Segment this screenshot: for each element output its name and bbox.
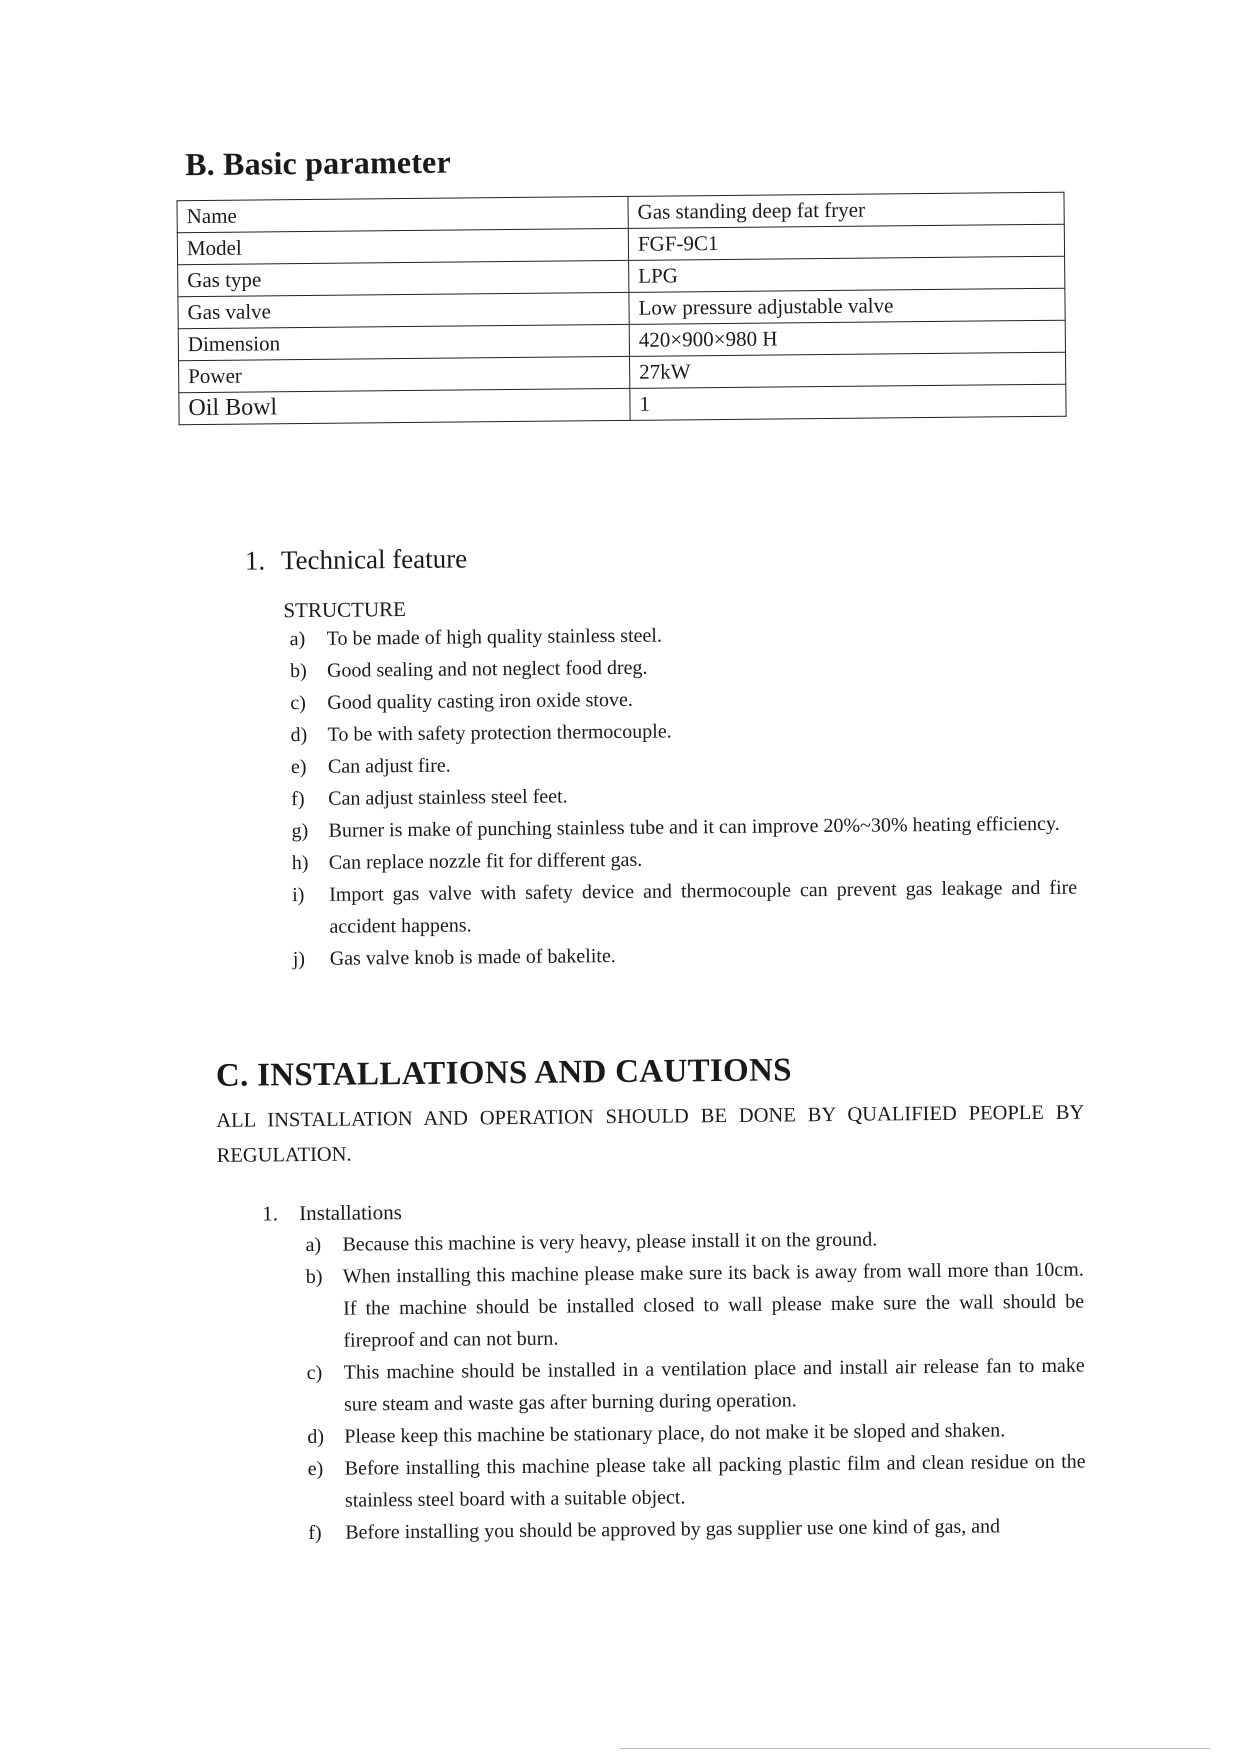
list-marker: b) [305,1265,323,1289]
list-marker: f) [291,788,305,811]
list-item [307,1350,1086,1421]
list-item [308,1510,1086,1549]
section-c-title: C. INSTALLATIONS AND CAUTIONS [215,1052,792,1094]
list-marker: g) [291,819,309,843]
param-label: Power [179,356,630,392]
section-c-intro: ALL INSTALLATION AND OPERATION SHOULD BE DONE BY QUALIFIED PEOPLE BY REGULATION. [216,1101,1085,1167]
list-item-text: Can adjust stainless steel feet. [328,785,568,810]
param-value: FGF-9C1 [628,224,1064,260]
basic-parameter-table [176,192,1066,426]
param-label: Dimension [178,324,629,360]
list-item-text: Before installing you should be approved by gas supplier use one kind of gas, and [345,1515,1001,1544]
list-marker: j) [292,948,306,971]
list-marker: e) [307,1457,324,1481]
param-label: Gas type [178,260,629,296]
param-value: Low pressure adjustable valve [629,288,1065,324]
installation-list [305,1222,1086,1549]
list-item-text: Before installing this machine please take all packing plastic film and clean residue on the stainless steel board with a suitable object. [344,1450,1086,1512]
list-item-text: To be with safety protection thermocouple. [327,720,672,746]
list-item [293,936,1078,976]
param-value: Gas standing deep fat fryer [628,192,1064,228]
list-item [308,1446,1087,1517]
list-marker: i) [292,884,305,907]
list-item-text: Because this machine is very heavy, please install it on the ground. [342,1228,878,1256]
list-item-text: Gas valve knob is made of bakelite. [329,945,616,970]
list-marker: f) [308,1521,322,1545]
param-value: LPG [629,256,1065,292]
list-item-text: Please keep this machine be stationary place, do not make it be sloped and shaken. [344,1419,1006,1448]
list-marker: a) [305,1233,322,1257]
param-label: Model [177,228,628,264]
list-marker: d) [307,1425,325,1449]
list-marker: c) [290,692,306,715]
param-value: 1 [630,384,1066,420]
structure-subheading: STRUCTURE [283,597,407,623]
param-value: 420×900×980 H [629,320,1065,356]
list-item-text: Good quality casting iron oxide stove. [327,688,633,714]
list-marker: c) [306,1361,323,1385]
param-label: Oil Bowl [179,388,630,424]
installations-heading [262,1200,402,1226]
feature-list [290,616,1078,976]
section-number: 1. [244,545,266,576]
list-item [306,1254,1085,1357]
list-item-text: Good sealing and not neglect food dreg. [326,656,648,682]
param-label: Name [177,196,628,232]
list-item-text: Can replace nozzle fit for different gas. [328,848,643,874]
list-item-text: To be made of high quality stainless steel. [326,624,662,650]
list-item-text: Burner is make of punching stainless tube and it can improve 20%~30% heating efficiency. [328,812,1060,842]
technical-feature-heading [245,543,468,576]
list-item-text: Can adjust fire. [327,754,451,778]
list-item-text: This machine should be installed in a ventilation place and install air release fan to make sure steam and waste gas after burning during operation. [343,1354,1085,1416]
param-label: Gas valve [178,292,629,328]
list-marker: e) [290,756,307,779]
section-heading-text: Technical feature [280,543,468,576]
param-value: 27kW [630,352,1066,388]
list-marker: d) [290,723,308,747]
scan-edge-line [620,1748,1210,1749]
list-item [292,872,1078,944]
list-marker: a) [289,628,306,651]
section-heading-text: Installations [299,1200,402,1226]
list-item-text: Import gas valve with safety device and thermocouple can prevent gas leakage and fire accident happens. [329,876,1078,938]
section-b-title: B. Basic parameter [184,143,452,183]
list-marker: h) [291,851,309,875]
list-item-text: When installing this machine please make sure its back is away from wall more than 10cm. If the machine should be installed closed to wall please make sure the wall should be fireproof and can not burn. [342,1258,1085,1352]
list-marker: b) [289,659,307,683]
section-number: 1. [262,1201,279,1226]
